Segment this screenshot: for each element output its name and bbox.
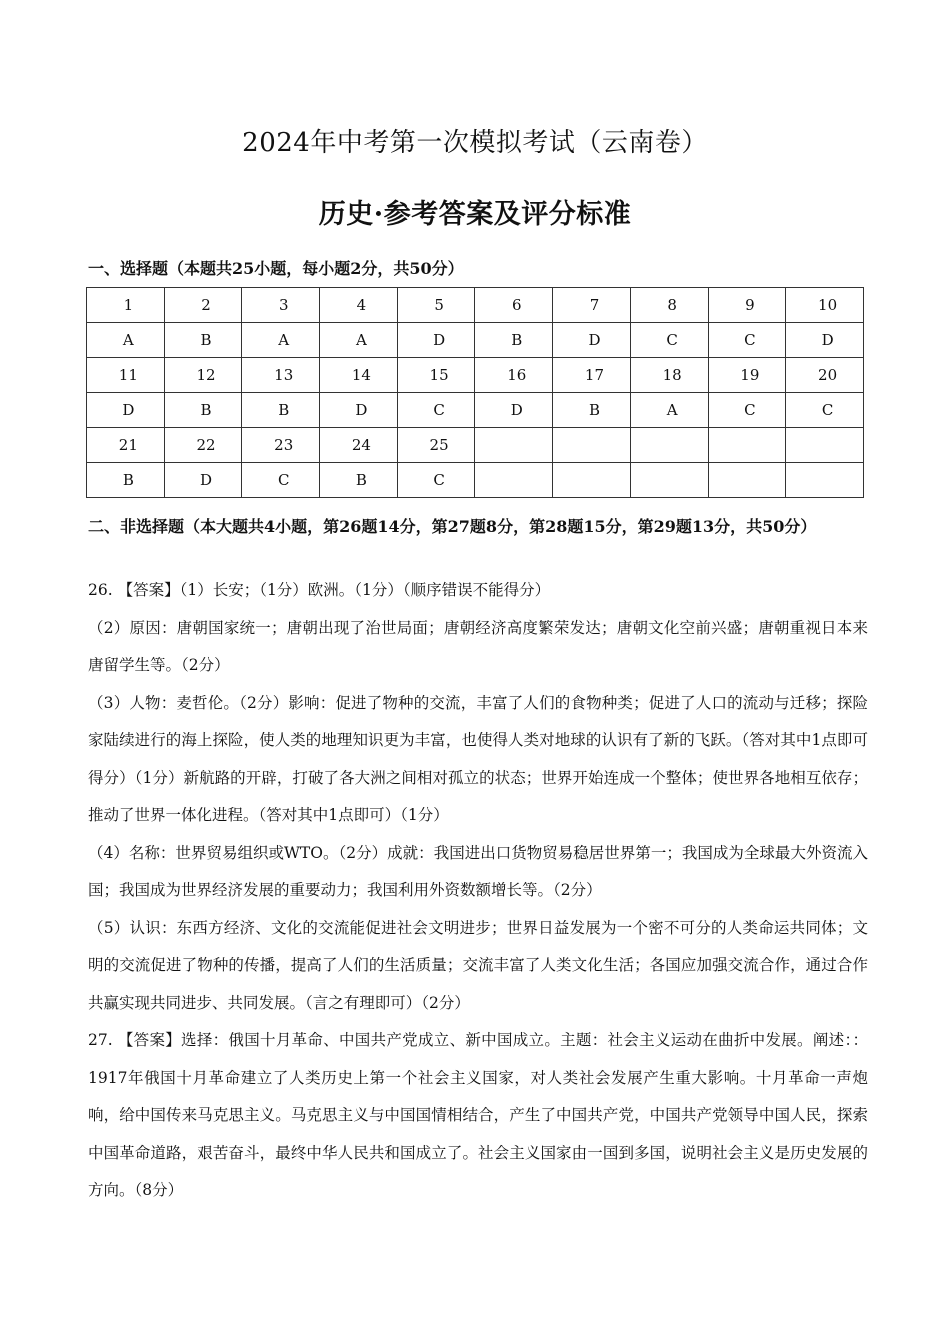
answer-table <box>86 287 864 498</box>
table-cell: 9 <box>708 288 786 323</box>
table-cell: D <box>397 323 475 358</box>
section1-heading: 一、选择题（本题共25小题，每小题2分，共50分） <box>88 259 464 278</box>
table-cell: C <box>630 323 708 358</box>
table-cell: D <box>164 463 242 498</box>
answer-26-2: （2）原因：唐朝国家统一；唐朝出现了治世局面；唐朝经济高度繁荣发达；唐朝文化空前兴盛；唐朝重视日本来唐留学生等。（2分） <box>88 618 868 674</box>
table-cell: 20 <box>786 358 864 393</box>
table-cell: B <box>87 463 165 498</box>
table-cell: 14 <box>320 358 398 393</box>
table-cell: A <box>87 323 165 358</box>
table-cell <box>786 463 864 498</box>
table-cell <box>630 463 708 498</box>
table-cell: 7 <box>553 288 631 323</box>
table-cell <box>630 428 708 463</box>
table-cell: A <box>630 393 708 428</box>
table-cell: 22 <box>164 428 242 463</box>
table-cell: 17 <box>553 358 631 393</box>
table-cell <box>553 463 631 498</box>
table-row <box>87 393 864 428</box>
table-cell: 25 <box>397 428 475 463</box>
table-row <box>87 288 864 323</box>
table-cell: 1 <box>87 288 165 323</box>
table-cell: 10 <box>786 288 864 323</box>
table-cell <box>786 428 864 463</box>
table-cell: 12 <box>164 358 242 393</box>
table-cell: A <box>320 323 398 358</box>
answer-27: 27. 【答案】选择：俄国十月革命、中国共产党成立、新中国成立。主题：社会主义运动在曲折中发展。阐述：：1917年俄国十月革命建立了人类历史上第一个社会主义国家，对人类社会发展产生重大影响。十月革命一声炮响，给中国传来马克思主义。马克思主义与中国国情相结合，产生了中国共产党，中国共产党领导中国人民，探索中国革命道路，艰苦奋斗，最终中华人民共和国成立了。社会主义国家由一国到多国，说明社会主义是历史发展的方向。（8分） <box>88 1031 868 1199</box>
table-cell: 21 <box>87 428 165 463</box>
table-cell: 19 <box>708 358 786 393</box>
table-cell: B <box>553 393 631 428</box>
table-cell: D <box>553 323 631 358</box>
table-cell: 8 <box>630 288 708 323</box>
table-cell <box>708 463 786 498</box>
table-cell: 13 <box>242 358 320 393</box>
table-cell: 5 <box>397 288 475 323</box>
table-cell: 3 <box>242 288 320 323</box>
table-cell: 24 <box>320 428 398 463</box>
table-cell: D <box>87 393 165 428</box>
answer-text <box>88 572 868 1210</box>
table-cell: 4 <box>320 288 398 323</box>
table-cell: C <box>397 463 475 498</box>
table-cell: D <box>786 323 864 358</box>
table-row <box>87 428 864 463</box>
table-cell: B <box>475 323 553 358</box>
table-row <box>87 463 864 498</box>
table-cell: D <box>320 393 398 428</box>
table-cell: C <box>397 393 475 428</box>
table-cell <box>708 428 786 463</box>
answer-26-3: （3）人物：麦哲伦。（2分）影响：促进了物种的交流，丰富了人们的食物种类；促进了人口的流动与迁移；探险家陆续进行的海上探险，使人类的地理知识更为丰富，也使得人类对地球的认识有了新的飞跃。（答对其中1点即可得分）（1分）新航路的开辟，打破了各大洲之间相对孤立的状态；世界开始连成一个整体；使世界各地相互依存；推动了世界一体化进程。（答对其中1点即可）（1分） <box>88 693 868 824</box>
table-cell: C <box>786 393 864 428</box>
page-subtitle: 历史·参考答案及评分标准 <box>318 199 632 230</box>
table-cell: B <box>320 463 398 498</box>
table-cell: C <box>708 393 786 428</box>
answer-26-4: （4）名称：世界贸易组织或WTO。（2分）成就：我国进出口货物贸易稳居世界第一；我国成为全球最大外资流入国；我国成为世界经济发展的重要动力；我国利用外资数额增长等。（2分） <box>88 843 868 899</box>
table-cell: 18 <box>630 358 708 393</box>
page-title: 2024年中考第一次模拟考试（云南卷） <box>242 128 708 158</box>
table-cell: 6 <box>475 288 553 323</box>
table-cell: 15 <box>397 358 475 393</box>
table-cell: C <box>242 463 320 498</box>
table-cell <box>475 463 553 498</box>
table-cell: B <box>242 393 320 428</box>
table-row <box>87 323 864 358</box>
table-cell: 11 <box>87 358 165 393</box>
table-row <box>87 358 864 393</box>
section2-heading: 二、非选择题（本大题共4小题，第26题14分，第27题8分，第28题15分，第29题13分，共50分） <box>88 517 817 536</box>
table-cell: 16 <box>475 358 553 393</box>
table-cell: B <box>164 393 242 428</box>
table-cell: D <box>475 393 553 428</box>
table-cell <box>553 428 631 463</box>
table-cell: C <box>708 323 786 358</box>
table-cell: A <box>242 323 320 358</box>
table-cell: B <box>164 323 242 358</box>
table-cell: 2 <box>164 288 242 323</box>
answer-26-5: （5）认识：东西方经济、文化的交流能促进社会文明进步；世界日益发展为一个密不可分的人类命运共同体；文明的交流促进了物种的传播，提高了人们的生活质量；交流丰富了人类文化生活；各国应加强交流合作，通过合作共赢实现共同进步、共同发展。（言之有理即可）（2分） <box>88 918 868 1012</box>
answer-26-1: 26. 【答案】（1）长安；（1分）欧洲。（1分）（顺序错误不能得分） <box>88 581 551 599</box>
table-cell: 23 <box>242 428 320 463</box>
table-cell <box>475 428 553 463</box>
